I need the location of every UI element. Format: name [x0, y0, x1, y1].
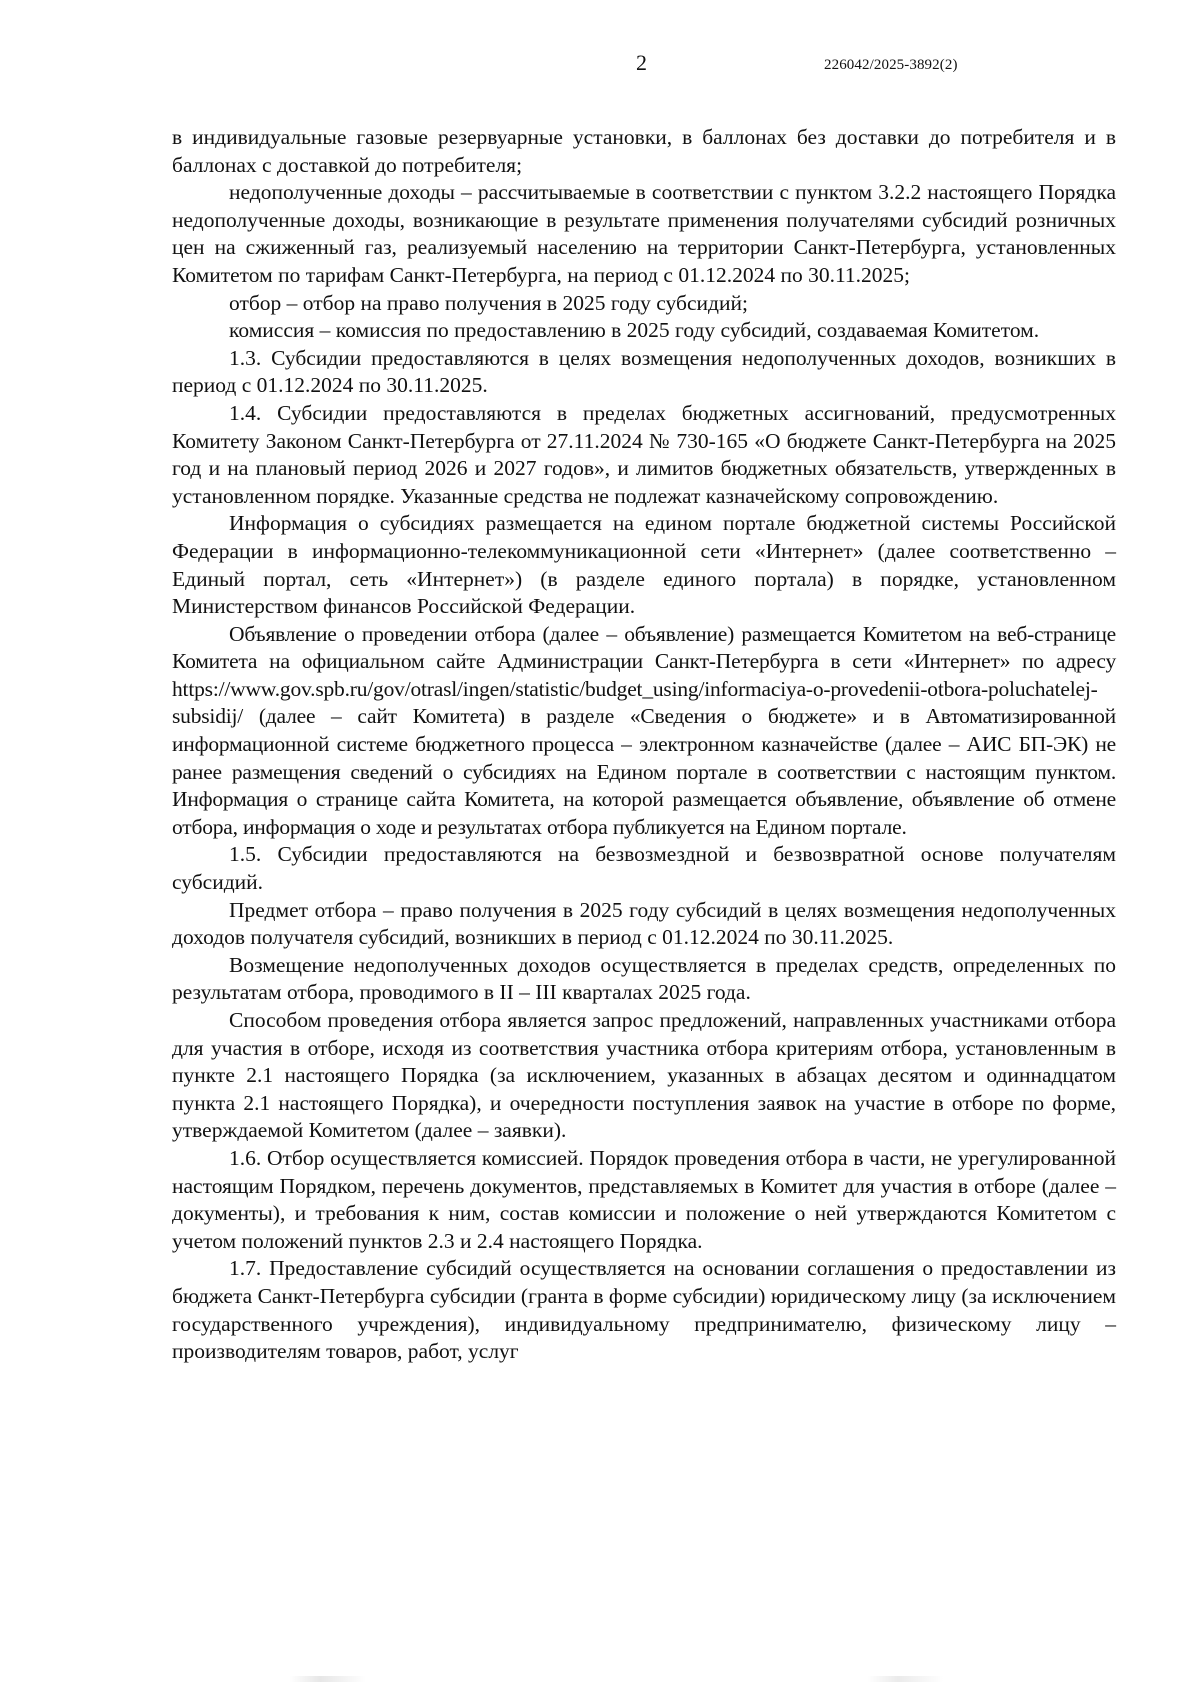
paragraph-continuation: в индивидуальные газовые резервуарные установки, в баллонах без доставки до потребителя и в баллонах с доставкой до потребителя;	[172, 125, 1116, 177]
paragraph-compensation: Возмещение недополученных доходов осуществляется в пределах средств, определенных по результатам отбора, проводимого в II – III кварталах 2025 года.	[172, 952, 1116, 1005]
document-id: 226042/2025-3892(2)	[824, 57, 958, 73]
paragraph-selection-definition: отбор – отбор на право получения в 2025 году субсидий;	[229, 290, 748, 315]
scan-footer-artifact	[290, 1676, 1050, 1682]
page-number: 2	[636, 50, 647, 75]
paragraph-portal-info: Информация о субсидиях размещается на едином портале бюджетной системы Российской Федерации в информационно-телекоммуникационной сети «Интернет» (далее соответственно – Единый портал, сеть «Интернет») (в разделе единого портала) в порядке, установленном Министерством финансов Российской Федерации.	[172, 511, 1116, 619]
document-body	[172, 124, 1116, 1366]
paragraph-1-7: 1.7. Предоставление субсидий осуществляется на основании соглашения о предоставлении из бюджета Санкт-Петербурга субсидии (гранта в форме субсидии) юридическому лицу (за исключением государственного учреждения), индивидуальному предпринимателю, физическому лицу – производителям товаров, работ, услуг	[172, 1256, 1116, 1364]
paragraph-1-6: 1.6. Отбор осуществляется комиссией. Порядок проведения отбора в части, не урегулированной настоящим Порядком, перечень документов, представляемых в Комитет для участия в отборе (далее – документы), и требования к ним, состав комиссии и положение о ней утверждаются Комитетом с учетом положений пунктов 2.3 и 2.4 настоящего Порядка.	[172, 1145, 1116, 1253]
paragraph-1-5: 1.5. Субсидии предоставляются на безвозмездной и безвозвратной основе получателям субсидий.	[172, 842, 1116, 895]
paragraph-commission-definition: комиссия – комиссия по предоставлению в 2025 году субсидий, создаваемая Комитетом.	[229, 318, 1040, 343]
paragraph-announcement: Объявление о проведении отбора (далее – объявление) размещается Комитетом на веб-странице Комитета на официальном сайте Администрации Санкт-Петербурга в сети «Интернет» по адресу https://www.gov.spb.ru/gov/otrasl/ingen/statistic/budget_using/informaciya-o-provedenii-otbora-poluchatelej-subsidij/ (далее – сайт Комитета) в разделе «Сведения о бюджете» и в Автоматизированной информационной системе бюджетного процесса – электронном казначействе (далее – АИС БП-ЭК) не ранее размещения сведений о субсидиях на Едином портале в соответствии с настоящим пунктом. Информация о странице сайта Комитета, на которой размещается объявление, объявление об отмене отбора, информация о ходе и результатах отбора публикуется на Едином портале.	[172, 621, 1116, 839]
paragraph-selection-method: Способом проведения отбора является запрос предложений, направленных участниками отбора для участия в отборе, исходя из соответствия участника отбора критериям отбора, установленным в пункте 2.1 настоящего Порядка (за исключением, указанных в абзацах десятом и одиннадцатом пункта 2.1 настоящего Порядка), и очередности поступления заявок на участие в отборе по форме, утверждаемой Комитетом (далее – заявки).	[172, 1008, 1116, 1143]
paragraph-lost-income-definition: недополученные доходы – рассчитываемые в соответствии с пунктом 3.2.2 настоящего Порядка недополученные доходы, возникающие в результате применения получателями субсидий розничных цен на сжиженный газ, реализуемый населению на территории Санкт-Петербурга, установленных Комитетом по тарифам Санкт-Петербурга, на период с 01.12.2024 по 30.11.2025;	[172, 180, 1116, 287]
paragraph-selection-subject: Предмет отбора – право получения в 2025 году субсидий в целях возмещения недополученных доходов получателя субсидий, возникших в период с 01.12.2024 по 30.11.2025.	[172, 897, 1116, 950]
paragraph-1-3: 1.3. Субсидии предоставляются в целях возмещения недополученных доходов, возникших в период с 01.12.2024 по 30.11.2025.	[172, 345, 1116, 398]
paragraph-1-4: 1.4. Субсидии предоставляются в пределах бюджетных ассигнований, предусмотренных Комитету Законом Санкт-Петербурга от 27.11.2024 № 730-165 «О бюджете Санкт-Петербурга на 2025 год и на плановый период 2026 и 2027 годов», и лимитов бюджетных обязательств, утвержденных в установленном порядке. Указанные средства не подлежат казначейскому сопровождению.	[172, 400, 1116, 508]
